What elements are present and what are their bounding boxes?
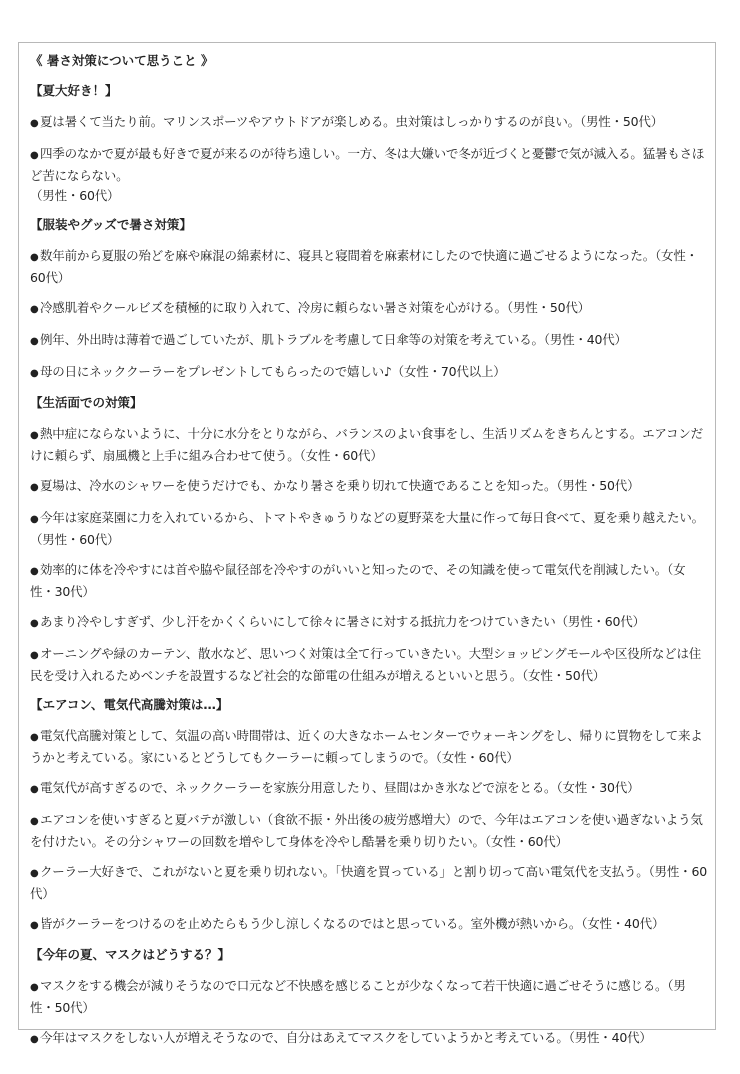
comment-text: 例年、外出時は薄着で過ごしていたが、肌トラブルを考慮して日傘等の対策を考えている。（男性・40代） (40, 332, 627, 347)
comment-item (30, 362, 708, 384)
comment-text: あまり冷やしすぎず、少し汗をかくくらいにして徐々に暑さに対する抵抗力をつけていきたい（男性・60代） (40, 614, 645, 629)
bullet-icon: ● (30, 150, 39, 161)
comment-text: 冷感肌着やクールビズを積極的に取り入れて、冷房に頼らない暑さ対策を心がける。（男性・50代） (40, 300, 590, 315)
bullet-icon: ● (30, 336, 39, 347)
comment-item (30, 914, 708, 936)
comment-text: 電気代が高すぎるので、ネッククーラーを家族分用意したり、昼間はかき氷などで涼をとる。（女性・30代） (40, 780, 640, 795)
comment-text: 夏は暑くて当たり前。マリンスポーツやアウトドアが楽しめる。虫対策はしっかりするのが良い。（男性・50代） (40, 114, 664, 129)
comments-panel (18, 42, 716, 1045)
comment-item (30, 862, 708, 904)
comment-item (30, 144, 708, 206)
comment-text: 夏場は、冷水のシャワーを使うだけでも、かなり暑さを乗り切れて快適であることを知った。（男性・50代） (40, 478, 640, 493)
bullet-icon: ● (30, 514, 39, 525)
comment-text: 今年はマスクをしない人が増えそうなので、自分はあえてマスクをしていようかと考えている。（男性・40代） (40, 1030, 652, 1045)
comment-item (30, 778, 708, 800)
comment-item (30, 644, 708, 686)
section-heading: 【夏大好き！】 (30, 83, 118, 98)
comment-item (30, 726, 708, 768)
comment-text: マスクをする機会が減りそうなので口元など不快感を感じることが少なくなって若干快適に過ごせそうに感じる。（男性・50代） (30, 978, 686, 1015)
comment-item (30, 612, 708, 634)
comment-item (30, 476, 708, 498)
section-heading: 【服装やグッズで暑さ対策】 (30, 217, 192, 232)
comment-text: 今年は家庭菜園に力を入れているから、トマトやきゅうりなどの夏野菜を大量に作って毎日食べて、夏を乗り越えたい。（男性・60代） (30, 510, 704, 547)
bullet-icon: ● (30, 566, 39, 577)
section-heading: 【生活面での対策】 (30, 395, 143, 410)
comment-text: 効率的に体を冷やすには首や脇や鼠径部を冷やすのがいいと知ったので、その知識を使って電気代を削減したい。（女性・30代） (30, 562, 686, 599)
comment-item (30, 508, 708, 550)
comment-item (30, 112, 708, 134)
comment-item (30, 298, 708, 320)
comment-text: 母の日にネッククーラーをプレゼントしてもらったので嬉しい♪（女性・70代以上） (40, 364, 506, 379)
bullet-icon: ● (30, 252, 39, 263)
comment-item (30, 560, 708, 602)
bullet-icon: ● (30, 430, 39, 441)
bullet-icon: ● (30, 1034, 39, 1045)
bullet-icon: ● (30, 304, 39, 315)
comment-text: 数年前から夏服の殆どを麻や麻混の綿素材に、寝具と寝間着を麻素材にしたので快適に過ごせるようになった。（女性・60代） (30, 248, 698, 285)
comments-content (30, 52, 708, 1060)
bullet-icon: ● (30, 816, 39, 827)
comment-text: 電気代高騰対策として、気温の高い時間帯は、近くの大きなホームセンターでウォーキングをし、帰りに買物をして来ようかと考えている。家にいるとどうしてもクーラーに頼ってしまうので。（女性・60代） (30, 728, 703, 765)
comment-item (30, 1028, 708, 1050)
comment-text: 四季のなかで夏が最も好きで夏が来るのが待ち遠しい。一方、冬は大嫌いで冬が近づくと憂鬱で気が滅入る。猛暑もさほど苦にならない。 （男性・60代） (30, 146, 705, 203)
section-heading: 【今年の夏、マスクはどうする？】 (30, 947, 231, 962)
bullet-icon: ● (30, 920, 39, 931)
page-title: 《 暑さ対策について思うこと 》 (30, 53, 214, 68)
comment-text: 熱中症にならないように、十分に水分をとりながら、バランスのよい食事をし、生活リズムをきちんとする。エアコンだけに頼らず、扇風機と上手に組み合わせて使う。（女性・60代） (30, 426, 703, 463)
bullet-icon: ● (30, 650, 39, 661)
bullet-icon: ● (30, 482, 39, 493)
comment-item (30, 424, 708, 466)
bullet-icon: ● (30, 868, 39, 879)
comment-item (30, 330, 708, 352)
comment-text: 皆がクーラーをつけるのを止めたらもう少し涼しくなるのではと思っている。室外機が熱いから。（女性・40代） (40, 916, 665, 931)
bullet-icon: ● (30, 618, 39, 629)
section-heading: 【エアコン、電気代高騰対策は…】 (30, 697, 229, 712)
comment-text: エアコンを使いすぎると夏バテが激しい（食欲不振・外出後の疲労感増大）ので、今年はエアコンを使い過ぎないよう気を付けたい。その分シャワーの回数を増やして身体を冷やし酷暑を乗り切りたい。（女性・60代） (30, 812, 703, 849)
bullet-icon: ● (30, 982, 39, 993)
bullet-icon: ● (30, 784, 39, 795)
bullet-icon: ● (30, 732, 39, 743)
bullet-icon: ● (30, 118, 39, 129)
comment-item (30, 810, 708, 852)
bullet-icon: ● (30, 368, 39, 379)
comment-item (30, 976, 708, 1018)
comment-text: クーラー大好きで、これがないと夏を乗り切れない。「快適を買っている」と割り切って高い電気代を支払う。（男性・60代） (30, 864, 707, 901)
comment-text: オーニングや緑のカーテン、散水など、思いつく対策は全て行っていきたい。大型ショッピングモールや区役所などは住民を受け入れるためベンチを設置するなど社会的な節電の仕組みが増えるといいと思う。（女性・50代） (30, 646, 702, 683)
comment-item (30, 246, 708, 288)
